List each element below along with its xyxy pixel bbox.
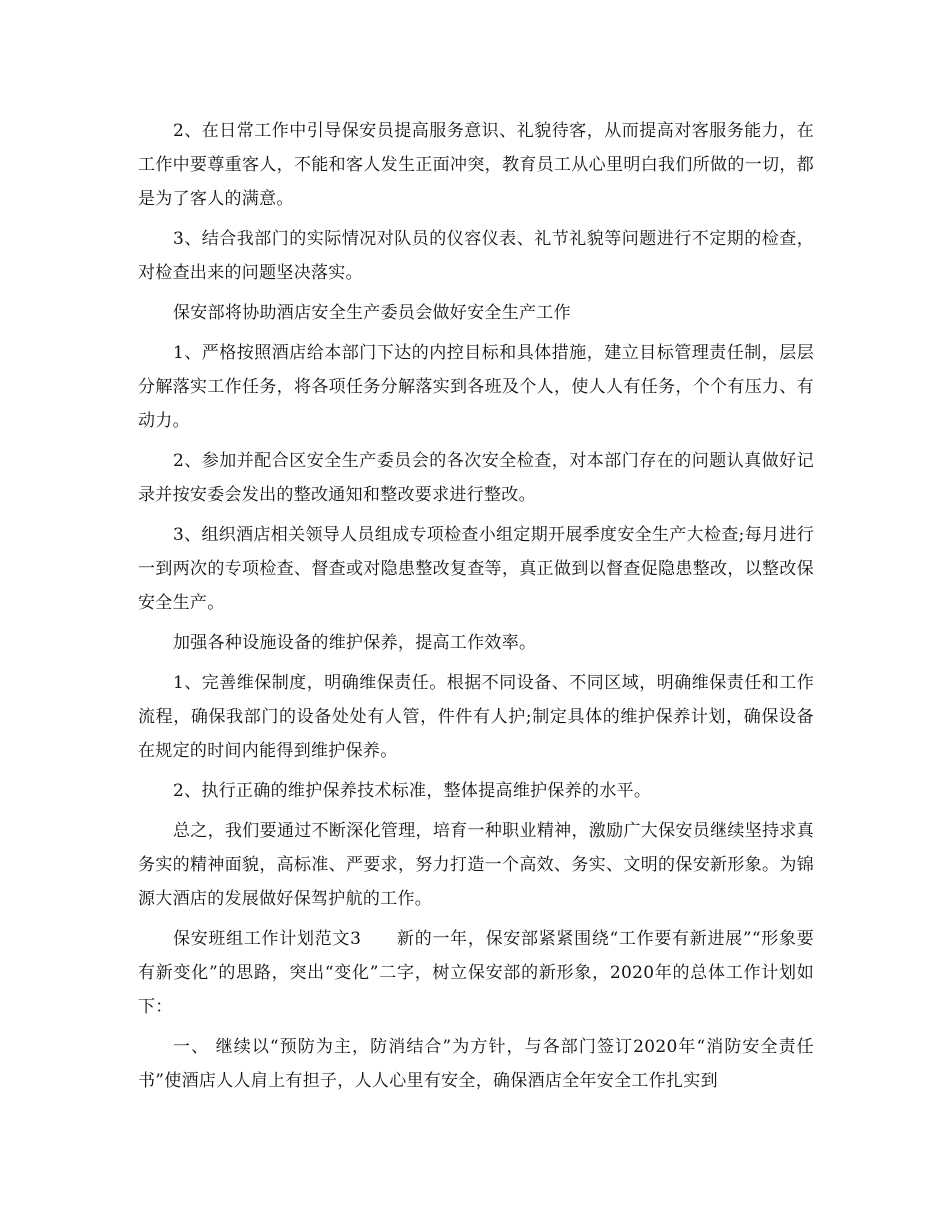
paragraph-9: 2、执行正确的维护保养技术标准，整体提高维护保养的水平。 [173,781,652,801]
paragraph-12: 一、 继续以“预防为主，防消结合”为方针，与各部门签订2020年“消防安全责任书”使酒店人人肩上有担子，人人心里有安全，确保酒店全年安全工作扎实到 [138,1037,814,1091]
paragraph-3: 保安部将协助酒店安全生产委员会做好安全生产工作 [173,303,571,323]
paragraph-5: 2、参加并配合区安全生产委员会的各次安全检查，对本部门存在的问题认真做好记录并按安委会发出的整改通知和整改要求进行整改。 [138,451,814,505]
paragraph-2: 3、结合我部门的实际情况对队员的仪容仪表、礼节礼貌等问题进行不定期的检查，对检查出来的问题坚决落实。 [138,229,814,283]
paragraph-1: 2、在日常工作中引导保安员提高服务意识、礼貌待客，从而提高对客服务能力，在工作中要尊重客人，不能和客人发生正面冲突，教育员工从心里明白我们所做的一切，都是为了客人的满意。 [138,121,814,209]
document-body [138,114,814,1104]
paragraph-10: 总之，我们要通过不断深化管理，培育一种职业精神，激励广大保安员继续坚持求真务实的精神面貌，高标准、严要求，努力打造一个高效、务实、文明的保安新形象。为锦源大酒店的发展做好保驾护航的工作。 [138,821,814,909]
paragraph-4: 1、严格按照酒店给本部门下达的内控目标和具体措施，建立目标管理责任制，层层分解落实工作任务，将各项任务分解落实到各班及个人，使人人有任务，个个有压力、有动力。 [138,343,814,431]
paragraph-7: 加强各种设施设备的维护保养，提高工作效率。 [173,633,537,653]
paragraph-8: 1、完善维保制度，明确维保责任。根据不同设备、不同区域，明确维保责任和工作流程，确保我部门的设备处处有人管，件件有人护;制定具体的维护保养计划，确保设备在规定的时间内能得到维护保养。 [138,673,814,761]
paragraph-6: 3、组织酒店相关领导人员组成专项检查小组定期开展季度安全生产大检查;每月进行一到两次的专项检查、督查或对隐患整改复查等，真正做到以督查促隐患整改，以整改保安全生产。 [138,525,814,613]
paragraph-11: 保安班组工作计划范文3 新的一年，保安部紧紧围绕“工作要有新进展”“形象要有新变化”的思路，突出“变化”二字，树立保安部的新形象，2020年的总体工作计划如下： [138,929,814,1017]
